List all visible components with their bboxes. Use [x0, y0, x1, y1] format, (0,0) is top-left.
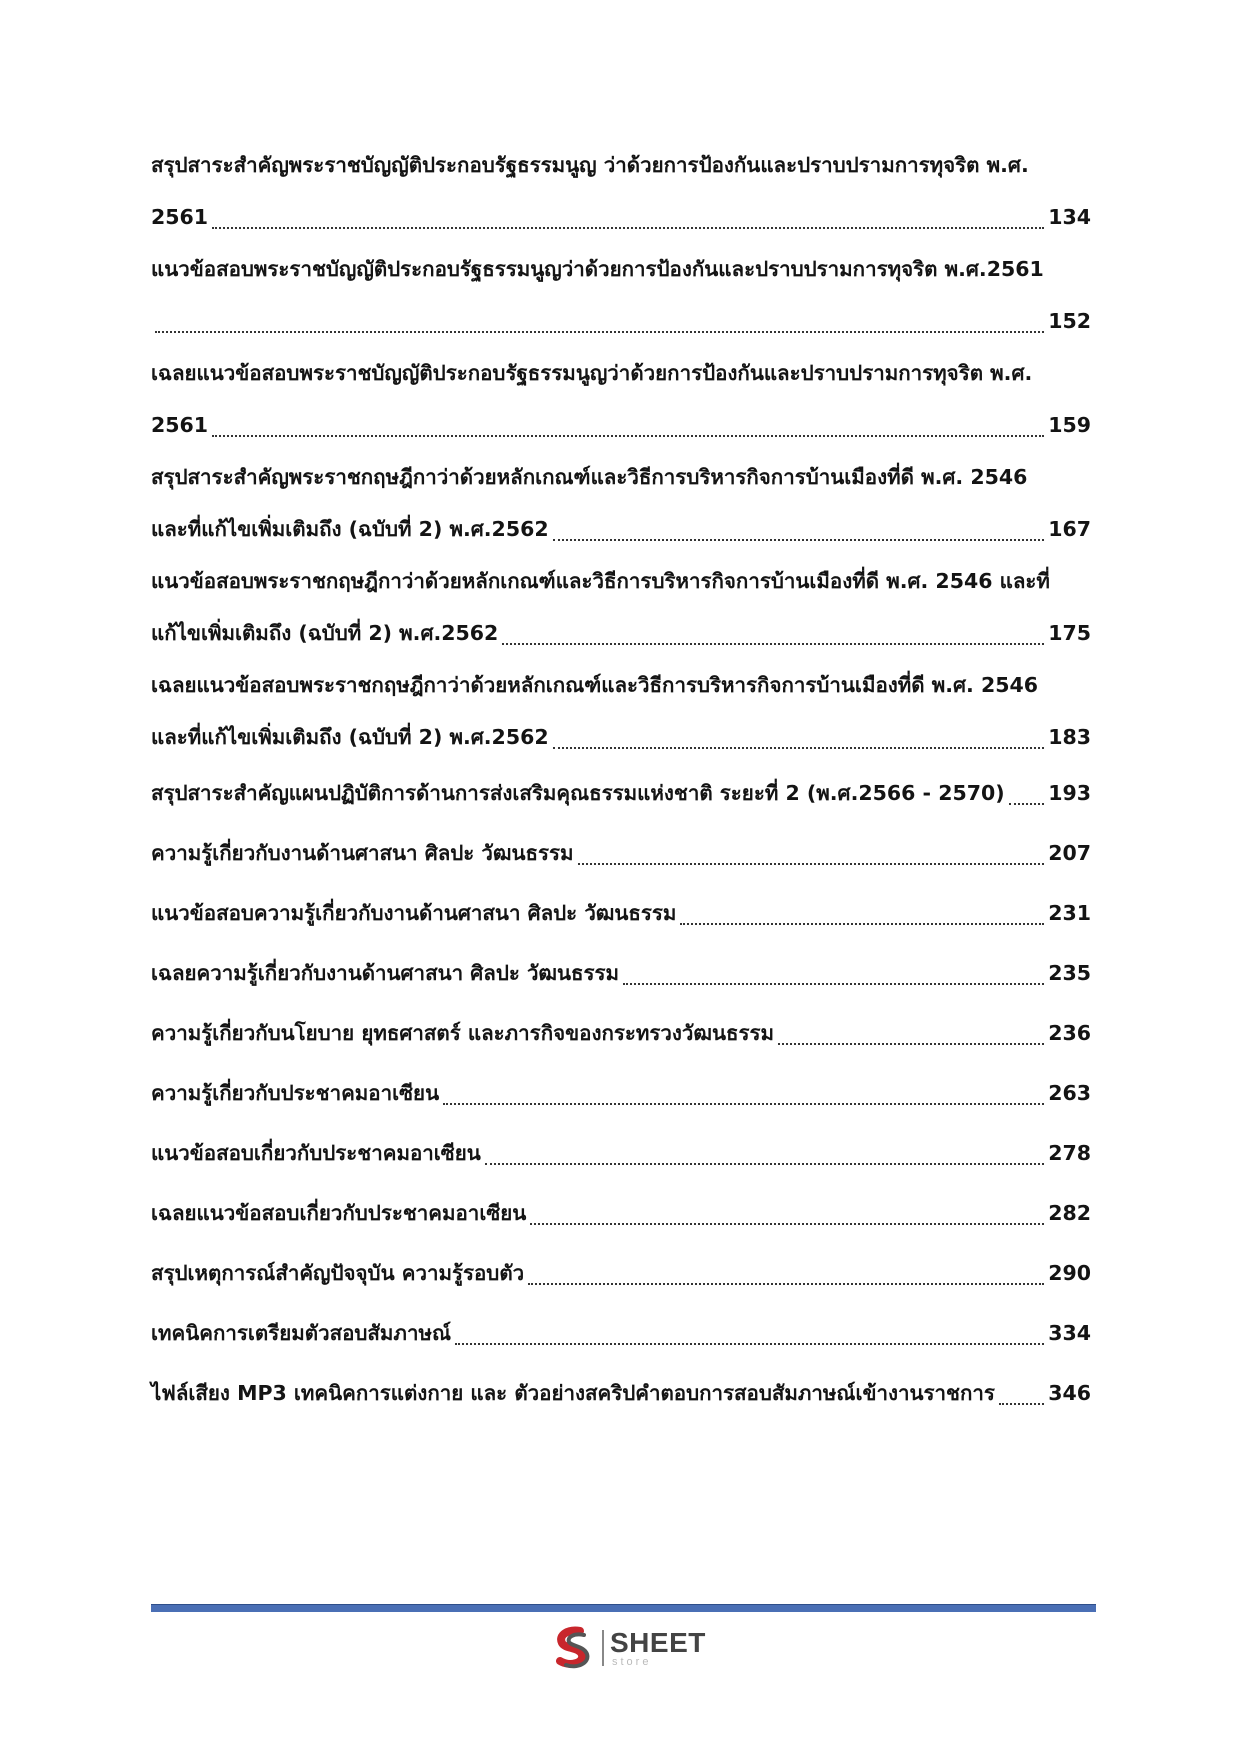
toc-entry-last-line	[151, 295, 1091, 347]
toc-entry[interactable]	[151, 943, 1091, 1003]
dot-leader	[455, 1329, 1044, 1345]
dot-leader	[999, 1389, 1044, 1405]
toc-entry[interactable]	[151, 243, 1091, 347]
toc-entry-title-line2: แนวข้อสอบความรู้เกี่ยวกับงานด้านศาสนา ศิลปะ วัฒนธรรม	[151, 901, 677, 925]
sheet-store-logo	[550, 1622, 720, 1674]
toc-entry-last-line	[151, 1123, 1091, 1183]
dot-leader	[553, 525, 1045, 541]
toc-entry-title-line2: ความรู้เกี่ยวกับประชาคมอาเซียน	[151, 1081, 440, 1105]
toc-entry-title-line2: และที่แก้ไขเพิ่มเติมถึง (ฉบับที่ 2) พ.ศ.2562	[151, 725, 549, 749]
dot-leader	[485, 1149, 1044, 1165]
dot-leader	[528, 1269, 1044, 1285]
toc-entry-page-number: 207	[1048, 841, 1091, 865]
toc-entry-title-line1: สรุปสาระสำคัญพระราชกฤษฎีกาว่าด้วยหลักเกณฑ์และวิธีการบริหารกิจการบ้านเมืองที่ดี พ.ศ. 2546	[151, 465, 1028, 489]
toc-entry-title-line2: สรุปเหตุการณ์สำคัญปัจจุบัน ความรู้รอบตัว	[151, 1261, 525, 1285]
toc-entry[interactable]	[151, 1243, 1091, 1303]
logo-word: SHEET	[610, 1626, 706, 1658]
toc-entry[interactable]	[151, 1363, 1091, 1423]
toc-entry-title-line1: สรุปสาระสำคัญพระราชบัญญัติประกอบรัฐธรรมนูญ ว่าด้วยการป้องกันและปราบปรามการทุจริต พ.ศ.	[151, 153, 1029, 177]
toc-entry-title-line2: ไฟล์เสียง MP3 เทคนิคการแต่งกาย และ ตัวอย่างสคริปคำตอบการสอบสัมภาษณ์เข้างานราชการ	[151, 1381, 995, 1405]
toc-entry[interactable]	[151, 139, 1091, 243]
logo-text	[610, 1626, 706, 1668]
toc-entry[interactable]	[151, 555, 1091, 659]
toc-entry-last-line	[151, 607, 1091, 659]
toc-entry-title-line2: แนวข้อสอบเกี่ยวกับประชาคมอาเซียน	[151, 1141, 481, 1165]
toc-entry-page-number: 263	[1048, 1081, 1091, 1105]
toc-entry-last-line	[151, 711, 1091, 763]
dot-leader	[680, 909, 1044, 925]
toc-entry[interactable]	[151, 1303, 1091, 1363]
toc-entry-last-line	[151, 943, 1091, 1003]
dot-leader	[212, 421, 1044, 437]
toc-entry-page-number: 152	[1048, 309, 1091, 333]
toc-entry-page-number: 235	[1048, 961, 1091, 985]
toc-entry[interactable]	[151, 883, 1091, 943]
toc-entry-last-line	[151, 1003, 1091, 1063]
toc-entry-page-number: 334	[1048, 1321, 1091, 1345]
toc-entry-title-line2: 2561	[151, 205, 209, 229]
toc-entry[interactable]	[151, 1063, 1091, 1123]
toc-entry-page-number: 231	[1048, 901, 1091, 925]
toc-entry-title-line2: 2561	[151, 413, 209, 437]
toc-entry-last-line	[151, 823, 1091, 883]
toc-entry-title-line1: เฉลยแนวข้อสอบพระราชบัญญัติประกอบรัฐธรรมนูญว่าด้วยการป้องกันและปราบปรามการทุจริต พ.ศ.	[151, 361, 1033, 385]
table-of-contents	[151, 139, 1091, 1423]
sheet-store-s-icon	[550, 1625, 596, 1671]
dot-leader	[530, 1209, 1044, 1225]
dot-leader	[578, 849, 1045, 865]
toc-entry-page-number: 236	[1048, 1021, 1091, 1045]
dot-leader	[155, 317, 1044, 333]
toc-entry-title-line2: ความรู้เกี่ยวกับนโยบาย ยุทธศาสตร์ และภารกิจของกระทรวงวัฒนธรรม	[151, 1021, 775, 1045]
dot-leader	[553, 733, 1045, 749]
toc-entry[interactable]	[151, 1183, 1091, 1243]
dot-leader	[623, 969, 1044, 985]
toc-entry-title-line1: แนวข้อสอบพระราชบัญญัติประกอบรัฐธรรมนูญว่าด้วยการป้องกันและปราบปรามการทุจริต พ.ศ.2561	[151, 257, 1044, 281]
toc-entry-last-line	[151, 503, 1091, 555]
toc-entry-title-line2: เฉลยความรู้เกี่ยวกับงานด้านศาสนา ศิลปะ วัฒนธรรม	[151, 961, 620, 985]
toc-entry-last-line	[151, 1063, 1091, 1123]
toc-entry-title-line2: สรุปสาระสำคัญแผนปฏิบัติการด้านการส่งเสริมคุณธรรมแห่งชาติ ระยะที่ 2 (พ.ศ.2566 - 2570)	[151, 781, 1005, 805]
toc-entry-title-line2: แก้ไขเพิ่มเติมถึง (ฉบับที่ 2) พ.ศ.2562	[151, 621, 499, 645]
toc-entry-last-line	[151, 1243, 1091, 1303]
toc-entry-title-line2: และที่แก้ไขเพิ่มเติมถึง (ฉบับที่ 2) พ.ศ.2562	[151, 517, 549, 541]
toc-entry-title-line2: เฉลยแนวข้อสอบเกี่ยวกับประชาคมอาเซียน	[151, 1201, 527, 1225]
toc-entry-page-number: 167	[1048, 517, 1091, 541]
toc-entry-last-line	[151, 1303, 1091, 1363]
toc-entry-page-number: 290	[1048, 1261, 1091, 1285]
toc-entry-page-number: 282	[1048, 1201, 1091, 1225]
toc-entry-last-line	[151, 763, 1091, 823]
toc-entry-last-line	[151, 191, 1091, 243]
dot-leader	[1009, 789, 1045, 805]
toc-entry-last-line	[151, 399, 1091, 451]
toc-entry[interactable]	[151, 347, 1091, 451]
toc-entry[interactable]	[151, 659, 1091, 763]
dot-leader	[443, 1089, 1044, 1105]
toc-entry-title-line2: เทคนิคการเตรียมตัวสอบสัมภาษณ์	[151, 1321, 451, 1345]
toc-entry[interactable]	[151, 1123, 1091, 1183]
toc-entry-page-number: 159	[1048, 413, 1091, 437]
toc-entry-last-line	[151, 1183, 1091, 1243]
logo-separator	[602, 1630, 604, 1666]
toc-entry[interactable]	[151, 1003, 1091, 1063]
toc-entry-page-number: 134	[1048, 205, 1091, 229]
footer-rule	[151, 1604, 1096, 1612]
toc-entry-page-number: 346	[1048, 1381, 1091, 1405]
toc-entry-page-number: 278	[1048, 1141, 1091, 1165]
toc-entry[interactable]	[151, 451, 1091, 555]
dot-leader	[778, 1029, 1044, 1045]
toc-entry[interactable]	[151, 763, 1091, 823]
toc-entry-page-number: 193	[1048, 781, 1091, 805]
logo-sub: store	[612, 1655, 652, 1668]
dot-leader	[212, 213, 1044, 229]
toc-entry-title-line1: แนวข้อสอบพระราชกฤษฎีกาว่าด้วยหลักเกณฑ์และวิธีการบริหารกิจการบ้านเมืองที่ดี พ.ศ. 2546 และที่	[151, 569, 1050, 593]
toc-entry-title-line1: เฉลยแนวข้อสอบพระราชกฤษฎีกาว่าด้วยหลักเกณฑ์และวิธีการบริหารกิจการบ้านเมืองที่ดี พ.ศ. 2546	[151, 673, 1039, 697]
toc-entry-last-line	[151, 1363, 1091, 1423]
toc-entry-last-line	[151, 883, 1091, 943]
toc-entry[interactable]	[151, 823, 1091, 883]
toc-entry-page-number: 175	[1048, 621, 1091, 645]
toc-entry-title-line2: ความรู้เกี่ยวกับงานด้านศาสนา ศิลปะ วัฒนธรรม	[151, 841, 574, 865]
dot-leader	[502, 629, 1044, 645]
toc-entry-page-number: 183	[1048, 725, 1091, 749]
